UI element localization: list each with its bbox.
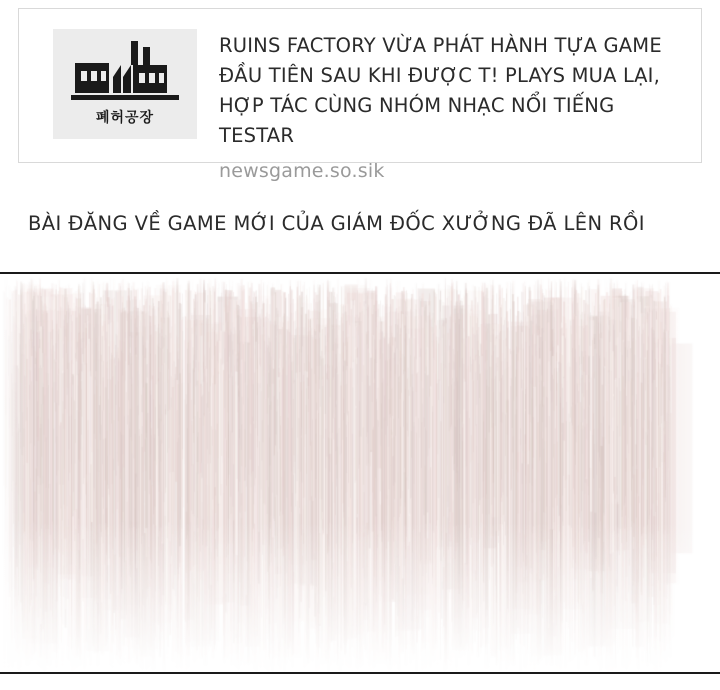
link-card-text: [219, 31, 701, 182]
link-thumbnail: [53, 29, 197, 139]
factory-icon: [71, 41, 179, 103]
artwork-canvas: [0, 274, 720, 672]
caption-text: BÀI ĐĂNG VỀ GAME MỚI CỦA GIÁM ĐỐC XƯỞNG ĐÃ LÊN RỒI: [28, 212, 645, 235]
link-card-url: newsgame.so.sik: [219, 160, 385, 182]
link-preview-card[interactable]: [18, 8, 702, 182]
artwork-panel: [0, 274, 720, 672]
panel-bottom-border: [0, 672, 720, 674]
link-card-title: RUINS FACTORY VỪA PHÁT HÀNH TỰA GAME ĐẦU TIÊN SAU KHI ĐƯỢC T! PLAYS MUA LẠI, HỢP TÁC CÙNG NHÓM NHẠC NỔI TIẾNG TESTAR: [219, 34, 662, 147]
thumbnail-caption: 폐허공장: [95, 110, 155, 126]
